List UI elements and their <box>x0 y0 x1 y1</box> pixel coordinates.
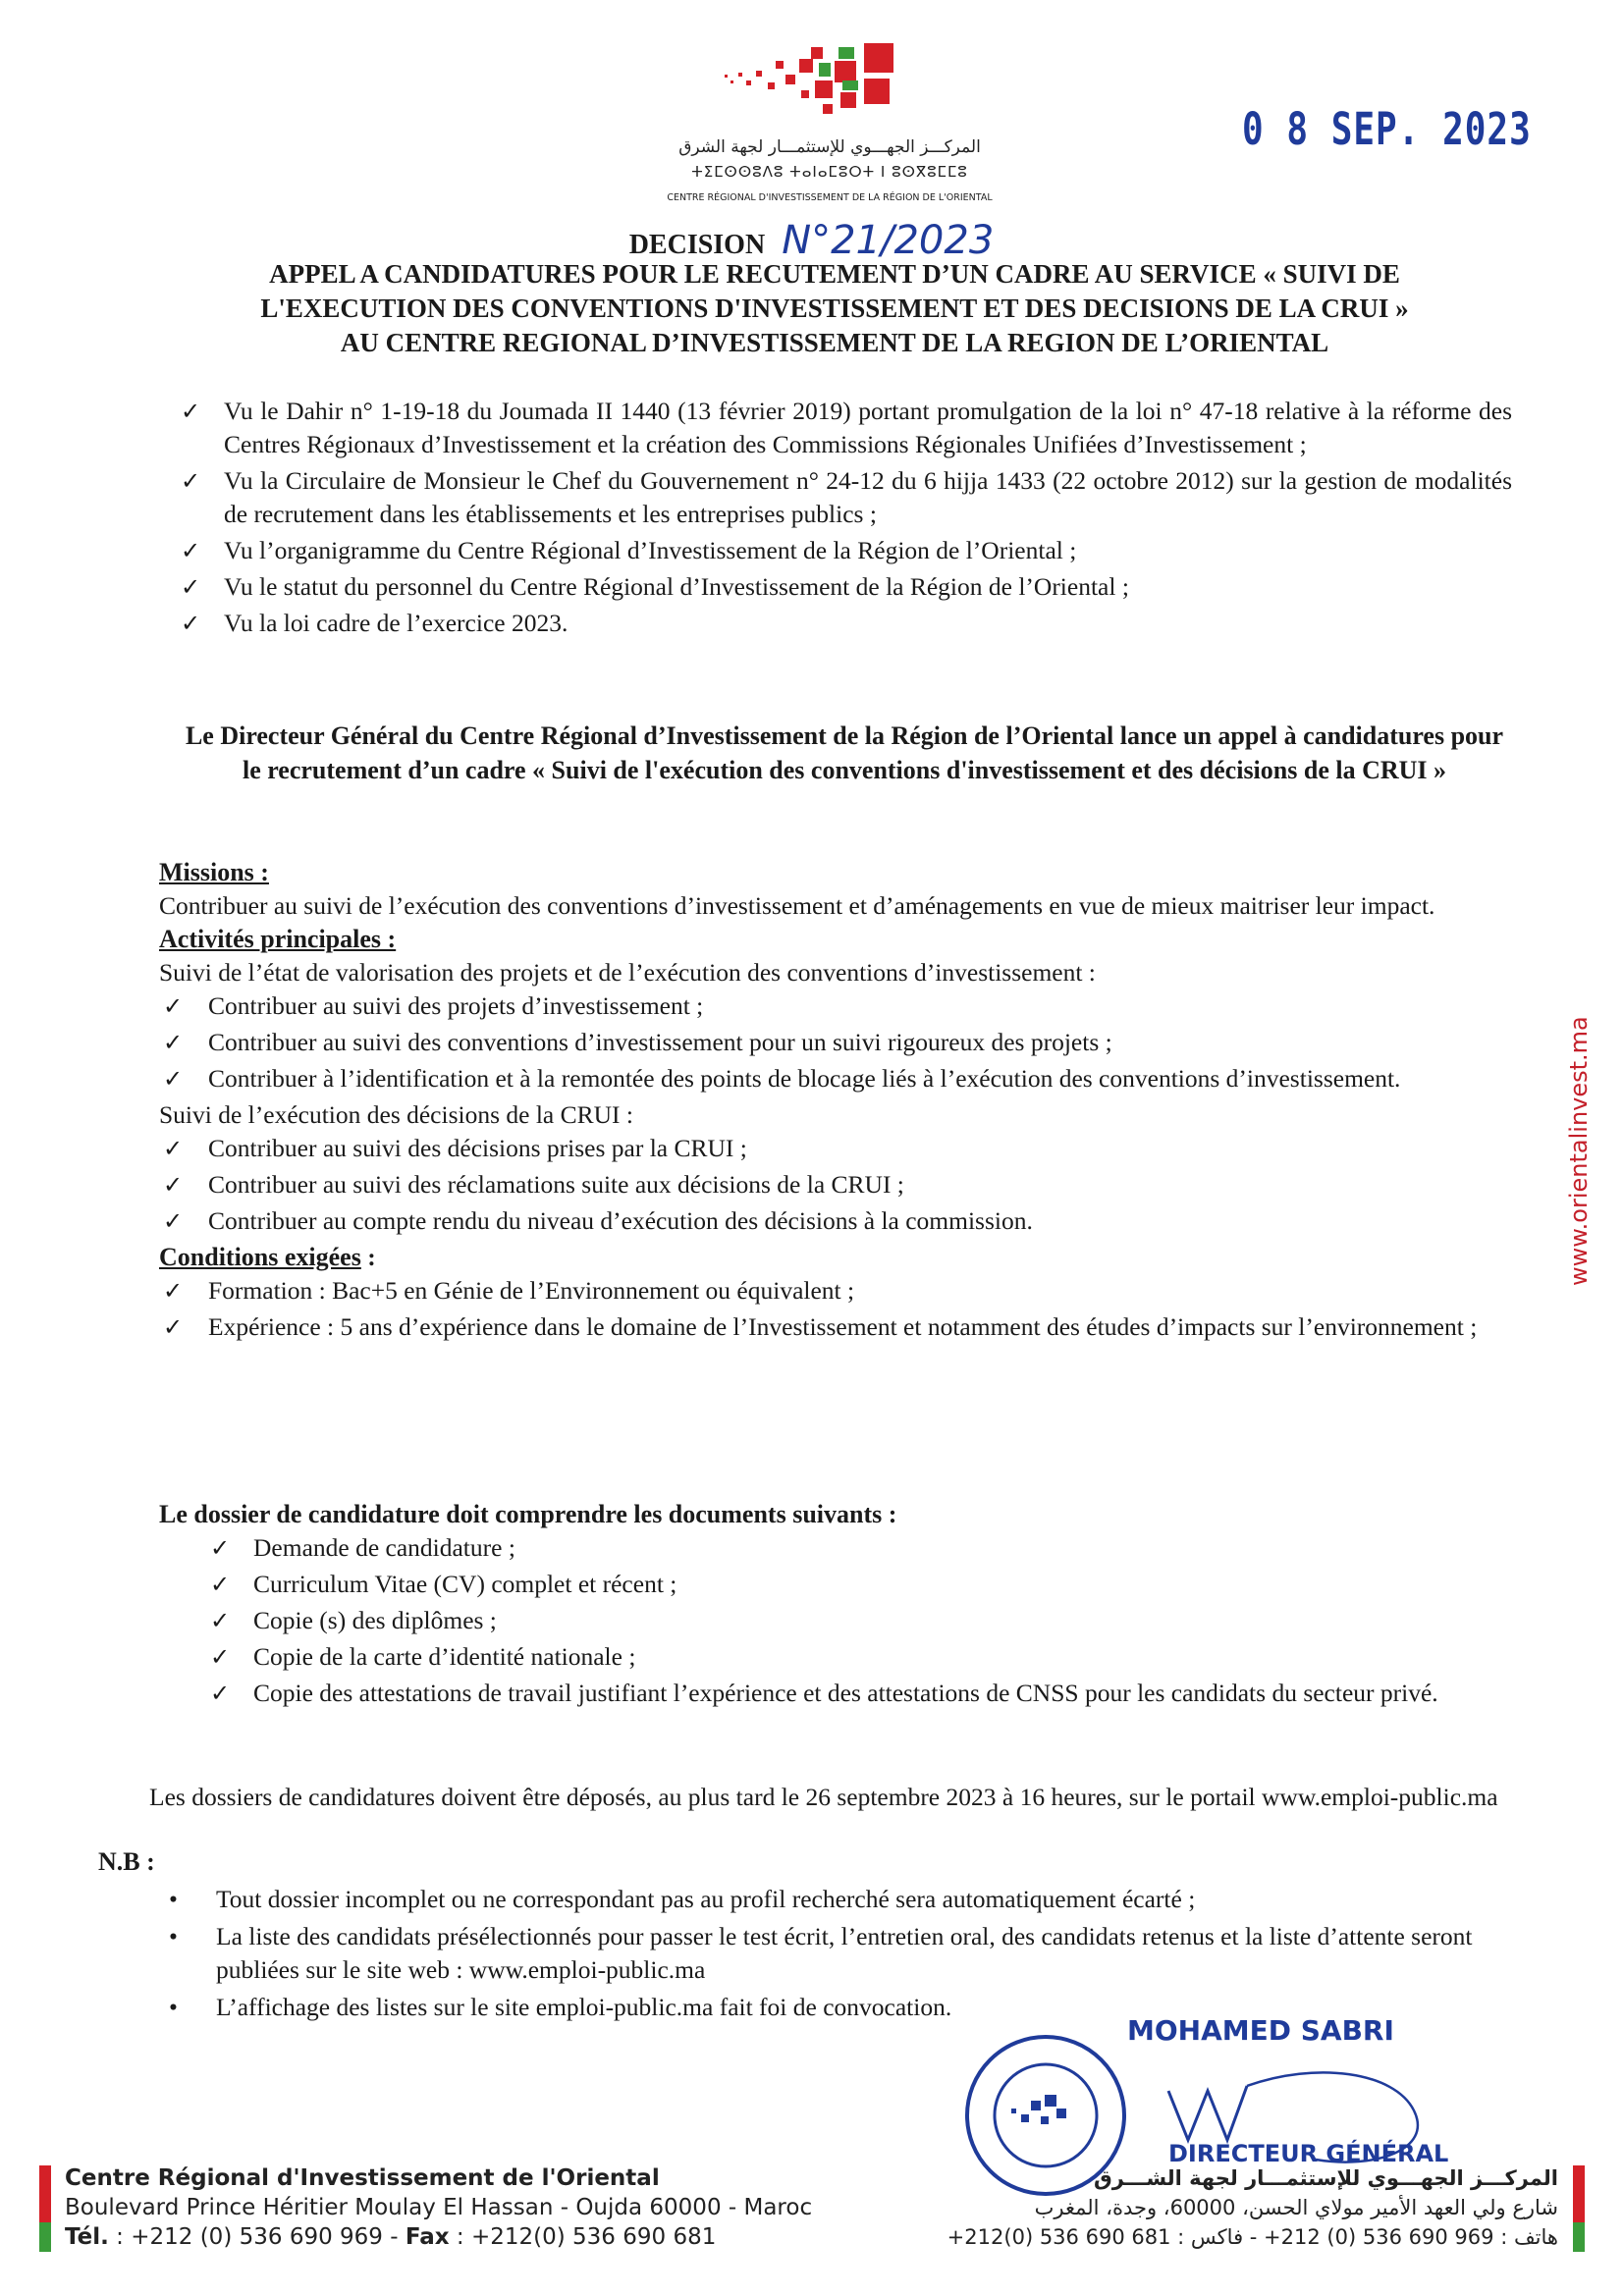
vu-item <box>177 607 1512 640</box>
list-item <box>159 1310 1512 1344</box>
vu-list <box>177 395 1512 643</box>
activites-group1-list <box>159 989 1512 1095</box>
list-item-text: Contribuer au suivi des réclamations suite aux décisions de la CRUI ; <box>208 1170 904 1199</box>
check-icon: ✓ <box>210 1680 231 1707</box>
decision-number: N°21/2023 <box>782 218 995 263</box>
check-icon: ✓ <box>210 1607 231 1634</box>
dossier-list <box>206 1531 1512 1713</box>
side-url <box>1559 991 1598 1286</box>
decision-label: DECISION <box>628 230 766 260</box>
conditions-heading <box>159 1241 1512 1274</box>
conditions-title-suffix: : <box>360 1243 376 1271</box>
list-item-text: Tout dossier incomplet ou ne correspondant pas au profil recherché sera automatiquement écarté ; <box>216 1885 1196 1913</box>
footer-accent-bar <box>39 2165 51 2222</box>
list-item-text: Contribuer à l’identification et à la remontée des points de blocage liés à l’exécution des conventions d’investissement. <box>208 1064 1401 1093</box>
bullet-icon: • <box>169 1993 178 2021</box>
intro-paragraph: Le Directeur Général du Centre Régional d’Investissement de la Région de l’Oriental lance un appel à candidatures pour le recrutement d’un cadre « Suivi de l'exécution des conventions d'investissement et des décisions de la CRUI » <box>185 721 1504 784</box>
check-icon: ✓ <box>163 1135 184 1162</box>
list-item <box>206 1640 1512 1674</box>
check-icon: ✓ <box>163 1207 184 1235</box>
list-item-text: Demande de candidature ; <box>253 1533 515 1562</box>
check-icon: ✓ <box>181 398 201 425</box>
vu-item-text: Vu le Dahir n° 1-19-18 du Joumada II 1440 (13 février 2019) portant promulgation de la loi n° 47-18 relative à la réforme des Centres Régionaux d’Investissement et la création des Commissions Régionales Unifiées d’Investissement ; <box>224 397 1512 458</box>
check-icon: ✓ <box>163 992 184 1020</box>
list-item-text: Contribuer au suivi des conventions d’investissement pour un suivi rigoureux des projets ; <box>208 1028 1112 1056</box>
activites-title: Activités principales : <box>159 925 397 953</box>
list-item <box>206 1531 1512 1565</box>
check-icon: ✓ <box>163 1313 184 1341</box>
nb-title: N.B : <box>98 1847 155 1876</box>
list-item <box>206 1568 1512 1601</box>
deposit-paragraph: Les dossiers de candidatures doivent être déposés, au plus tard le 26 septembre 2023 à 16 heures, sur le portail www.emploi-public.ma <box>149 1783 1498 1811</box>
check-icon: ✓ <box>181 610 201 637</box>
crio-logo-icon <box>717 41 933 130</box>
logo-arabic-text: المركـــز الجهـــوي للإستثمـــار لجهة الشرق <box>678 137 981 157</box>
footer-name: Centre Régional d'Investissement de l'Oriental <box>65 2165 660 2191</box>
bullet-icon: • <box>169 1922 178 1950</box>
nb-list <box>167 1883 1512 2028</box>
vu-item <box>177 464 1512 531</box>
tel-label: Tél. <box>65 2224 109 2250</box>
list-item <box>167 1920 1512 1987</box>
check-icon: ✓ <box>163 1171 184 1199</box>
document-title <box>157 257 1512 360</box>
signatory-title: DIRECTEUR GÉNÉRAL <box>1168 2140 1449 2167</box>
list-item-text: La liste des candidats présélectionnés pour passer le test écrit, l’entretien oral, des candidats retenus et la liste d’attente seront publiées sur le site web : www.emploi-public.ma <box>216 1922 1473 1984</box>
bullet-icon: • <box>169 1885 178 1913</box>
date-stamp: 0 8 SEP. 2023 <box>1242 104 1532 156</box>
check-icon: ✓ <box>163 1029 184 1056</box>
list-item-text: Copie des attestations de travail justifiant l’expérience et des attestations de CNSS pour les candidats du secteur privé. <box>253 1679 1438 1707</box>
footer-contact-arabic: هاتف : 969 690 536 (0) 212+ - فاكس : 681 690 536 (0)212+ <box>947 2225 1558 2249</box>
vu-item-text: Vu le statut du personnel du Centre Régional d’Investissement de la Région de l’Oriental ; <box>224 572 1129 601</box>
list-item-text: Curriculum Vitae (CV) complet et récent ; <box>253 1570 677 1598</box>
fax-value: : +212(0) 536 690 681 <box>449 2224 717 2250</box>
title-line: L'EXECUTION DES CONVENTIONS D'INVESTISSEMENT ET DES DECISIONS DE LA CRUI » <box>260 294 1409 323</box>
footer-name-arabic: المركـــز الجهـــوي للإستثمـــار لجهة الشـــرق <box>1094 2166 1558 2190</box>
list-item <box>159 1204 1512 1238</box>
list-item-text: Contribuer au suivi des projets d’investissement ; <box>208 991 704 1020</box>
check-icon: ✓ <box>210 1534 231 1562</box>
vu-item-text: Vu la Circulaire de Monsieur le Chef du Gouvernement n° 24-12 du 6 hijja 1433 (22 octobre 2012) sur la gestion de modalités de recrutement dans les établissements et les entreprises publics ; <box>224 466 1512 528</box>
vu-item <box>177 534 1512 567</box>
list-item <box>206 1604 1512 1637</box>
vu-item <box>177 570 1512 604</box>
check-icon: ✓ <box>181 573 201 601</box>
logo-french-text: CENTRE RÉGIONAL D'INVESTISSEMENT DE LA RÉGION DE L'ORIENTAL <box>667 192 993 203</box>
vu-item-text: Vu la loi cadre de l’exercice 2023. <box>224 609 568 637</box>
list-item <box>159 1062 1512 1095</box>
list-item <box>206 1677 1512 1710</box>
list-item-text: L’affichage des listes sur le site emploi-public.ma fait foi de convocation. <box>216 1993 952 2021</box>
footer-french <box>65 2163 812 2252</box>
logo-tifinagh-text: ⵜⵉⵎⵙⵙⵓⴷⵓ ⵜⴰⵏⴰⵎⵓⵔⵜ ⵏ ⵓⵙⴳⵓⵎⵎⵓ <box>691 163 968 181</box>
missions-title: Missions : <box>159 858 269 886</box>
activites-group2-heading: Suivi de l’exécution des décisions de la CRUI : <box>159 1100 633 1129</box>
footer-address: Boulevard Prince Héritier Moulay El Hassan - Oujda 60000 - Maroc <box>65 2195 813 2220</box>
activites-group2-list <box>159 1132 1512 1238</box>
title-line: APPEL A CANDIDATURES POUR LE RECUTEMENT D’UN CADRE AU SERVICE « SUIVI DE <box>269 259 1400 289</box>
list-item-text: Copie (s) des diplômes ; <box>253 1606 497 1634</box>
list-item <box>159 989 1512 1023</box>
list-item-text: Expérience : 5 ans d’expérience dans le domaine de l’Investissement et notamment des études d’impacts sur l’environnement ; <box>208 1312 1478 1341</box>
footer-arabic <box>947 2163 1558 2252</box>
footer-accent-bar <box>39 2222 51 2252</box>
dossier-title: Le dossier de candidature doit comprendre les documents suivants : <box>159 1500 897 1528</box>
vu-item <box>177 395 1512 461</box>
list-item-text: Contribuer au compte rendu du niveau d’exécution des décisions à la commission. <box>208 1206 1033 1235</box>
missions-text: Contribuer au suivi de l’exécution des conventions d’investissement et d’aménagements en vue de mieux maitriser leur impact. <box>159 891 1435 920</box>
signatory-name: MOHAMED SABRI <box>1127 2014 1394 2047</box>
activites-group1-heading: Suivi de l’état de valorisation des projets et de l’exécution des conventions d’investissement : <box>159 958 1096 987</box>
check-icon: ✓ <box>210 1643 231 1671</box>
footer-address-arabic: شارع ولي العهد الأمير مولاي الحسن، 60000، وجدة، المغرب <box>1034 2196 1558 2219</box>
list-item <box>159 1274 1512 1308</box>
footer-accent-bar <box>1573 2165 1585 2222</box>
check-icon: ✓ <box>210 1571 231 1598</box>
side-url-text: www.orientalinvest.ma <box>1565 1016 1593 1286</box>
check-icon: ✓ <box>181 537 201 564</box>
footer-contact <box>65 2222 812 2252</box>
list-item-text: Formation : Bac+5 en Génie de l’Environnement ou équivalent ; <box>208 1276 855 1305</box>
footer-accent-bar <box>1573 2222 1585 2252</box>
tel-value: : +212 (0) 536 690 969 - <box>108 2224 406 2250</box>
check-icon: ✓ <box>163 1065 184 1093</box>
missions-section <box>159 856 1512 1347</box>
conditions-title: Conditions exigées <box>159 1243 361 1271</box>
list-item <box>159 1026 1512 1059</box>
fax-label: Fax <box>405 2224 450 2250</box>
list-item-text: Contribuer au suivi des décisions prises par la CRUI ; <box>208 1134 747 1162</box>
list-item-text: Copie de la carte d’identité nationale ; <box>253 1642 636 1671</box>
check-icon: ✓ <box>181 467 201 495</box>
conditions-list <box>159 1274 1512 1344</box>
vu-item-text: Vu l’organigramme du Centre Régional d’Investissement de la Région de l’Oriental ; <box>224 536 1077 564</box>
list-item <box>159 1168 1512 1201</box>
title-line: AU CENTRE REGIONAL D’INVESTISSEMENT DE LA REGION DE L’ORIENTAL <box>340 328 1329 357</box>
list-item <box>159 1132 1512 1165</box>
list-item <box>167 1883 1512 1916</box>
check-icon: ✓ <box>163 1277 184 1305</box>
